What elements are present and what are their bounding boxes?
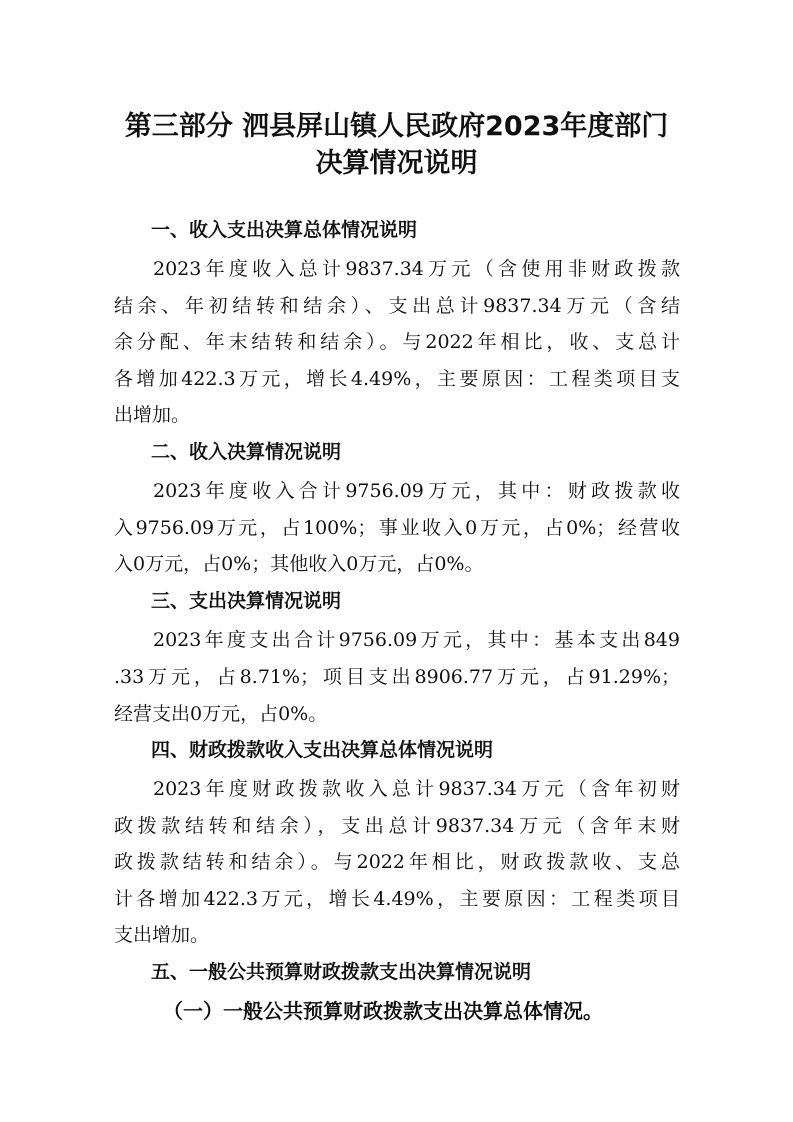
section-2-line-1: 2023年度收入合计9756.09万元，其中：财政拨款收 [153,480,680,502]
document-title-line-1: 第三部分 泗县屏山镇人民政府2023年度部门 [124,111,669,142]
section-2-heading: 二、收入决算情况说明 [151,441,342,463]
section-4-line-2: 政拨款结转和结余），支出总计9837.34万元（含年末财 [114,815,680,837]
section-2-line-3: 入0万元，占0%；其他收入0万元，占0%。 [114,553,484,575]
section-4-line-3: 政拨款结转和结余）。与2022年相比，财政拨款收、支总 [114,851,680,873]
section-1-line-5: 出增加。 [114,404,191,426]
section-3-heading: 三、支出决算情况说明 [151,590,342,612]
section-1-line-3: 余分配、年末结转和结余）。与2022年相比，收、支总计 [114,331,680,353]
section-1-heading: 一、收入支出决算总体情况说明 [151,219,418,241]
section-4-heading: 四、财政拨款收入支出决算总体情况说明 [151,739,494,761]
section-1-line-2: 结余、年初结转和结余）、支出总计9837.34万元（含结 [114,295,680,317]
section-2-line-2: 入9756.09万元，占100%；事业收入0万元，占0%；经营收 [114,517,680,539]
section-5-subheading: （一）一般公共预算财政拨款支出决算总体情况。 [163,999,603,1023]
section-1-line-4: 各增加422.3万元，增长4.49%，主要原因：工程类项目支 [114,368,680,390]
section-4-line-4: 计各增加422.3万元，增长4.49%，主要原因：工程类项目 [114,888,680,910]
section-3-line-1: 2023年度支出合计9756.09万元，其中：基本支出849 [153,629,680,651]
section-3-line-3: 经营支出0万元，占0%。 [114,703,328,725]
section-4-line-5: 支出增加。 [114,924,210,946]
section-4-line-1: 2023年度财政拨款收入总计9837.34万元（含年初财 [153,778,680,800]
document-title-line-2: 决算情况说明 [315,148,478,179]
section-1-line-1: 2023年度收入总计9837.34万元（含使用非财政拨款 [153,258,680,280]
section-5-heading: 五、一般公共预算财政拨款支出决算情况说明 [151,961,532,983]
section-3-line-2: .33万元，占8.71%；项目支出8906.77万元，占91.29%； [114,666,680,688]
